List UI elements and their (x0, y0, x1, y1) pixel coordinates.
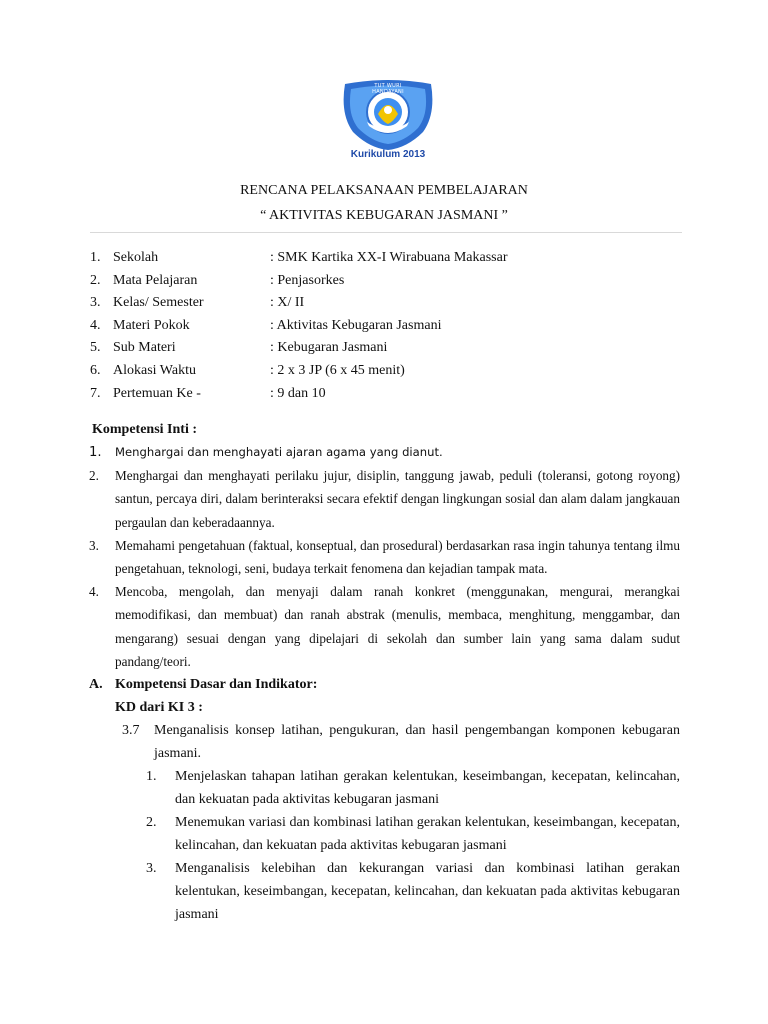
identity-value: : SMK Kartika XX-I Wirabuana Makassar (270, 250, 508, 265)
section-a-heading (89, 673, 680, 696)
ki-item (89, 441, 680, 464)
identity-value: : 9 dan 10 (270, 385, 326, 401)
indicator-num: 1. (146, 769, 157, 785)
identity-label: Alokasi Waktu (113, 362, 196, 378)
indicator-item (92, 857, 680, 926)
identity-label: Sub Materi (113, 340, 176, 356)
ki-item (89, 534, 680, 580)
indicator-text: Menjelaskan tahapan latihan gerakan kelentukan, keseimbangan, kecepatan, kelincahan, dan kekuatan pada aktivitas kebugaran jasmani (175, 769, 680, 808)
kd-item (92, 719, 680, 765)
identity-num: 6. (90, 362, 101, 378)
ki-text: Menghargai dan menghayati perilaku jujur, disiplin, tanggung jawab, peduli (toleransi, gotong royong) santun, percaya diri, dalam berinteraksi secara efektif dengan lingkungan sosial dan alam dalam jangkauan pergaulan dan keberadaannya. (115, 468, 680, 530)
identity-label: Sekolah (113, 250, 159, 265)
ki-text: Mencoba, mengolah, dan menyaji dalam ranah konkret (menggunakan, mengurai, merangkai memodifikasi, dan membuat) dan ranah abstrak (menulis, membaca, menghitung, menggambar, dan mengarang) sesuai dengan yang dipelajari di sekolah dan sumber lain yang sama dalam sudut pandang/teori. (115, 584, 680, 669)
indicator-text: Menemukan variasi dan kombinasi latihan gerakan kelentukan, keseimbangan, kecepatan, kelincahan, dan kekuatan pada aktivitas kebugaran jasmani (175, 815, 680, 854)
kompetensi-section (89, 418, 680, 926)
logo-caption: Kurikulum 2013 (350, 149, 426, 160)
header-divider (90, 232, 682, 233)
section-a-num: A. (89, 677, 103, 693)
kd-code: 3.7 (122, 723, 140, 739)
ki-item (89, 580, 680, 673)
identity-row (90, 336, 690, 359)
identity-value: : X/ II (270, 295, 305, 311)
identity-num: 5. (90, 340, 101, 356)
identity-label: Pertemuan Ke - (113, 385, 201, 401)
identity-row (90, 359, 690, 382)
identity-label: Kelas/ Semester (113, 295, 204, 311)
identity-row (90, 291, 690, 314)
identity-row (90, 314, 690, 337)
identity-label: Mata Pelajaran (113, 272, 198, 288)
identity-num: 1. (90, 250, 101, 265)
logo-ring-text: TUT WURI HANDAYANI (372, 83, 404, 95)
identity-value: : Aktivitas Kebugaran Jasmani (270, 317, 442, 333)
kurikulum-2013-logo (337, 78, 439, 170)
identity-num: 4. (90, 317, 101, 333)
ki-item (89, 464, 680, 534)
identity-num: 3. (90, 295, 101, 311)
indicator-item (92, 811, 680, 857)
document-subtitle: “ AKTIVITAS KEBUGARAN JASMANI ” (260, 208, 508, 223)
kompetensi-inti-title: Kompetensi Inti : (92, 422, 197, 437)
kd-group-title: KD dari KI 3 : (115, 700, 203, 716)
ki-num: 1. (89, 445, 102, 460)
ki-num: 4. (89, 584, 99, 600)
identity-table (90, 246, 690, 404)
indicator-item (92, 765, 680, 811)
identity-value: : 2 x 3 JP (6 x 45 menit) (270, 362, 405, 378)
indicator-num: 2. (146, 815, 157, 831)
ki-text: Menghargai dan menghayati ajaran agama yang dianut. (115, 445, 443, 459)
identity-row (90, 269, 690, 292)
indicator-num: 3. (146, 861, 157, 877)
ki-num: 3. (89, 537, 99, 553)
identity-label: Materi Pokok (113, 317, 190, 333)
document-title: RENCANA PELAKSANAAN PEMBELAJARAN (240, 183, 528, 198)
identity-row (90, 382, 690, 405)
identity-row (90, 246, 690, 269)
ki-text: Memahami pengetahuan (faktual, konseptual, dan prosedural) berdasarkan rasa ingin tahunya tentang ilmu pengetahuan, teknologi, seni, budaya terkait fenomena dan kejadian tampak mata. (115, 537, 680, 577)
identity-num: 2. (90, 272, 101, 288)
section-a-title: Kompetensi Dasar dan Indikator: (115, 677, 318, 693)
indicator-text: Menganalisis kelebihan dan kekurangan variasi dan kombinasi latihan gerakan kelentukan, keseimbangan, kecepatan, kelincahan, dan kekuatan pada aktivitas kebugaran jasmani (175, 861, 680, 923)
ki-num: 2. (89, 468, 99, 484)
kd-text: Menganalisis konsep latihan, pengukuran, dan hasil pengembangan komponen kebugaran jasmani. (154, 723, 680, 762)
identity-value: : Kebugaran Jasmani (270, 340, 388, 356)
identity-value: : Penjasorkes (270, 272, 345, 288)
identity-num: 7. (90, 385, 101, 401)
